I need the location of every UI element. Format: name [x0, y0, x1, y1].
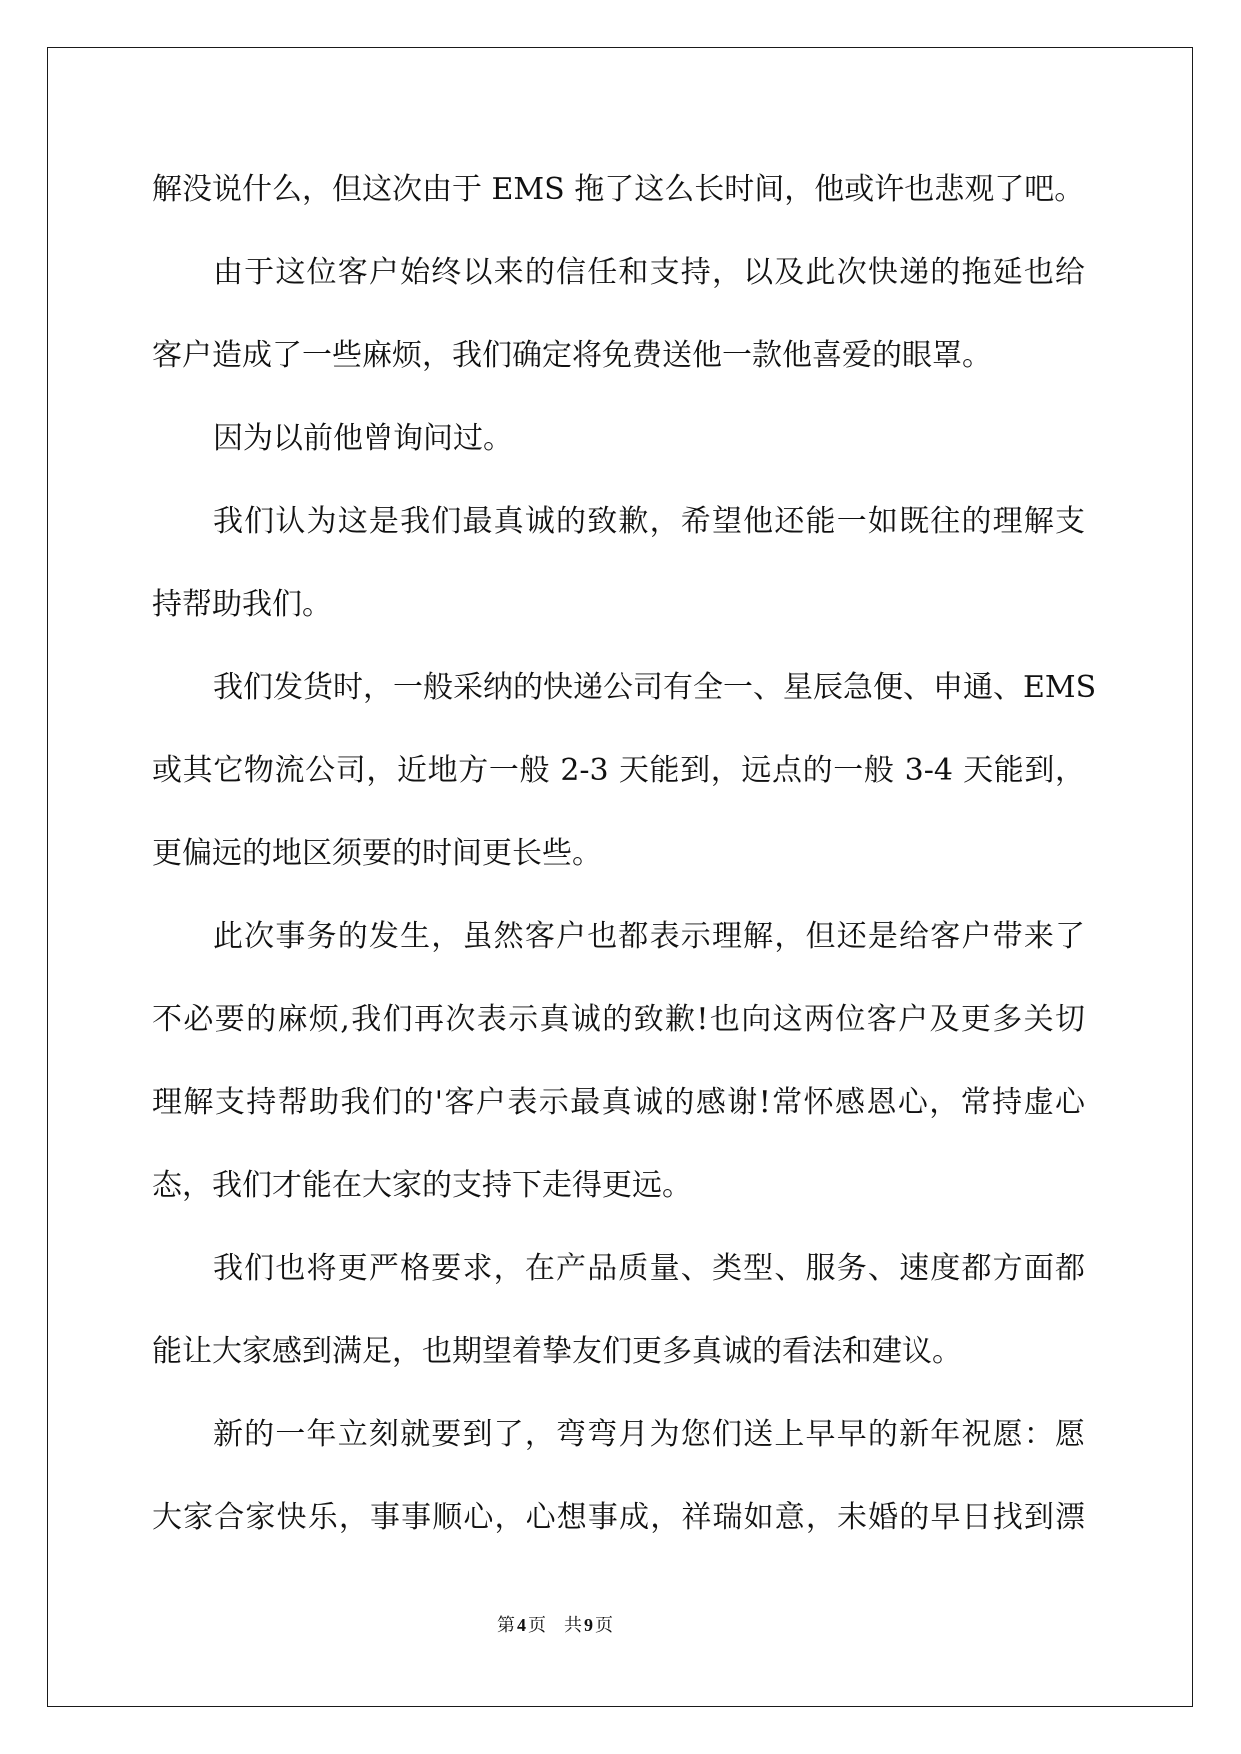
- text-line: 或其它物流公司，近地方一般 2-3 天能到，远点的一般 3-4 天能到，: [152, 753, 1085, 788]
- total-prefix: 共: [564, 1615, 582, 1635]
- text-line: 由于这位客户始终以来的信任和支持，以及此次快递的拖延也给: [213, 255, 1085, 290]
- text-line: 我们发货时，一般采纳的快递公司有全一、星辰急便、申通、EMS: [213, 670, 1097, 705]
- text-line: 不必要的麻烦,我们再次表示真诚的致歉!也向这两位客户及更多关切: [152, 1002, 1085, 1037]
- text-line: 新的一年立刻就要到了，弯弯月为您们送上早早的新年祝愿：愿: [213, 1417, 1085, 1452]
- text-line: 能让大家感到满足，也期望着挚友们更多真诚的看法和建议。: [152, 1334, 962, 1369]
- text-line: 因为以前他曾询问过。: [213, 421, 513, 456]
- text-line: 我们认为这是我们最真诚的致歉，希望他还能一如既往的理解支: [213, 504, 1085, 539]
- page-number: 4: [517, 1615, 526, 1635]
- paragraph: [152, 397, 1085, 480]
- total-suffix: 页: [595, 1615, 613, 1635]
- page-footer: [497, 1611, 613, 1637]
- paragraph: [152, 895, 1085, 1227]
- paragraph: [152, 646, 1097, 895]
- paragraph: [152, 231, 1085, 397]
- text-line: 我们也将更严格要求，在产品质量、类型、服务、速度都方面都: [213, 1251, 1085, 1286]
- text-line: 解没说什么，但这次由于 EMS 拖了这么长时间，他或许也悲观了吧。: [152, 172, 1085, 207]
- page-prefix: 第: [497, 1615, 515, 1635]
- paragraph: [152, 148, 1085, 231]
- text-line: 更偏远的地区须要的时间更长些。: [152, 836, 602, 871]
- text-line: 理解支持帮助我们的'客户表示最真诚的感谢!常怀感恩心，常持虚心: [152, 1085, 1085, 1120]
- paragraph: [152, 1227, 1085, 1393]
- page-suffix: 页: [528, 1615, 546, 1635]
- total-pages: 9: [584, 1615, 593, 1635]
- paragraph: [152, 480, 1085, 646]
- text-line: 此次事务的发生，虽然客户也都表示理解，但还是给客户带来了: [213, 919, 1085, 954]
- document-body: [152, 148, 1097, 1559]
- paragraph: [152, 1393, 1085, 1559]
- text-line: 大家合家快乐，事事顺心，心想事成，祥瑞如意，未婚的早日找到漂: [152, 1500, 1085, 1535]
- text-line: 态，我们才能在大家的支持下走得更远。: [152, 1168, 692, 1203]
- text-line: 客户造成了一些麻烦，我们确定将免费送他一款他喜爱的眼罩。: [152, 338, 992, 373]
- text-line: 持帮助我们。: [152, 587, 332, 622]
